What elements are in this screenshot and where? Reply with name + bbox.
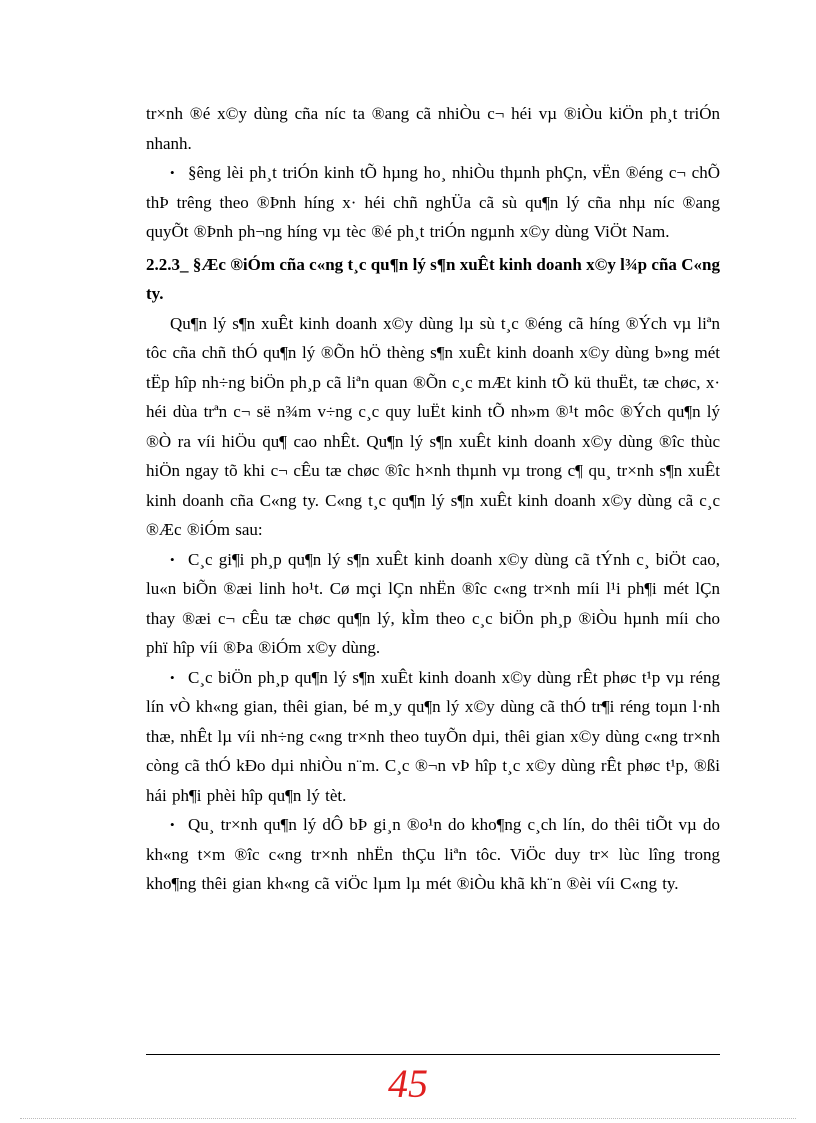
bullet-paragraph <box>146 663 720 811</box>
bullet-icon: • <box>170 165 175 180</box>
bullet-paragraph <box>146 545 720 663</box>
body-paragraph: Qu¶n lý s¶n xuÊt kinh doanh x©y dùng lµ sù t¸c ®éng cã híng ®Ých vµ liªn tôc cña chñ thÓ qu¶n lý ®Õn hÖ thèng s¶n xuÊt kinh doanh x©y dùng b»ng mét tËp hîp nh÷ng biÖn ph¸p cã liªn quan ®Õn c¸c mÆt kinh tÕ kü thuËt, tæ chøc, x· héi dùa trªn c¬ së n¾m v÷ng c¸c quy luËt kinh tÕ nh»m ®¹t môc ®Ých qu¶n lý ®Ò ra víi hiÖu qu¶ cao nhÊt. Qu¶n lý s¶n xuÊt kinh doanh x©y dùng ®îc thùc hiÖn ngay tõ khi c¬ cÊu tæ chøc ®îc h×nh thµnh vµ trong c¶ qu¸ tr×nh s¶n xuÊt kinh doanh cña C«ng ty. C«ng t¸c qu¶n lý s¶n xuÊt kinh doanh x©y dùng cã c¸c ®Æc ®iÓm sau: <box>146 313 720 539</box>
bullet-text: Qu¸ tr×nh qu¶n lý dÔ bÞ gi¸n ®o¹n do kho¶ng c¸ch lín, do thêi tiÕt vµ do kh«ng t×m ®îc c«ng tr×nh nhËn thÇu liªn tôc. ViÖc duy tr× lùc lîng trong kho¶ng thêi gian kh«ng cã viÖc lµm lµ mét ®iÒu khã kh¨n ®èi víi C«ng ty. <box>146 815 720 893</box>
bullet-text: C¸c gi¶i ph¸p qu¶n lý s¶n xuÊt kinh doanh x©y dùng cã tÝnh c¸ biÖt cao, lu«n biÕn ®æi linh ho¹t. Cø mçi lÇn nhËn ®îc c«ng tr×nh míi l¹i ph¶i mét lÇn thay ®æi c¬ cÊu tæ chøc qu¶n lý, kÌm theo c¸c biÖn ph¸p ®iÒu hµnh míi cho phï hîp víi ®Þa ®iÓm x©y dùng. <box>146 549 720 657</box>
paragraph-continuation: tr×nh ®é x©y dùng cña níc ta ®ang cã nhiÒu c¬ héi vµ ®iÒu kiÖn ph¸t triÓn nhanh. <box>146 104 720 153</box>
bullet-paragraph <box>146 810 720 899</box>
footer-divider <box>146 1054 720 1055</box>
page-body <box>146 99 720 899</box>
bullet-text: C¸c biÖn ph¸p qu¶n lý s¶n xuÊt kinh doanh x©y dùng rÊt phøc t¹p vµ réng lín vÒ kh«ng gian, thêi gian, bé m¸y qu¶n lý x©y dùng cã thÓ tr¶i réng toµn l·nh thæ, nhÊt lµ víi nh÷ng c«ng tr×nh theo tuyÕn dµi, thêi gian x©y dùng c«ng tr×nh còng cã thÓ kÐo dµi nhiÒu n¨m. C¸c ®¬n vÞ hîp t¸c x©y dùng rÊt phøc t¹p, ®ßi hái ph¶i phèi hîp qu¶n lý tèt. <box>146 667 720 805</box>
bullet-paragraph <box>146 158 720 247</box>
bullet-icon: • <box>170 669 175 685</box>
bullet-icon: • <box>170 817 175 832</box>
bullet-icon: • <box>170 551 175 567</box>
page-edge-divider <box>20 1118 796 1119</box>
bullet-text: §êng lèi ph¸t triÓn kinh tÕ hµng ho¸ nhiÒu thµnh phÇn, vËn ®éng c¬ chÕ thÞ trêng theo ®Þnh híng x· héi chñ nghÜa cã sù qu¶n lý cña nhµ níc ®ang quyÕt ®Þnh ph¬ng híng vµ tèc ®é ph¸t triÓn ngµnh x©y dùng ViÖt Nam. <box>146 163 720 241</box>
section-heading: 2.2.3_ §Æc ®iÓm cña c«ng t¸c qu¶n lý s¶n xuÊt kinh doanh x©y l¾p cña C«ng ty. <box>146 254 720 303</box>
page-number: 45 <box>388 1061 428 1106</box>
